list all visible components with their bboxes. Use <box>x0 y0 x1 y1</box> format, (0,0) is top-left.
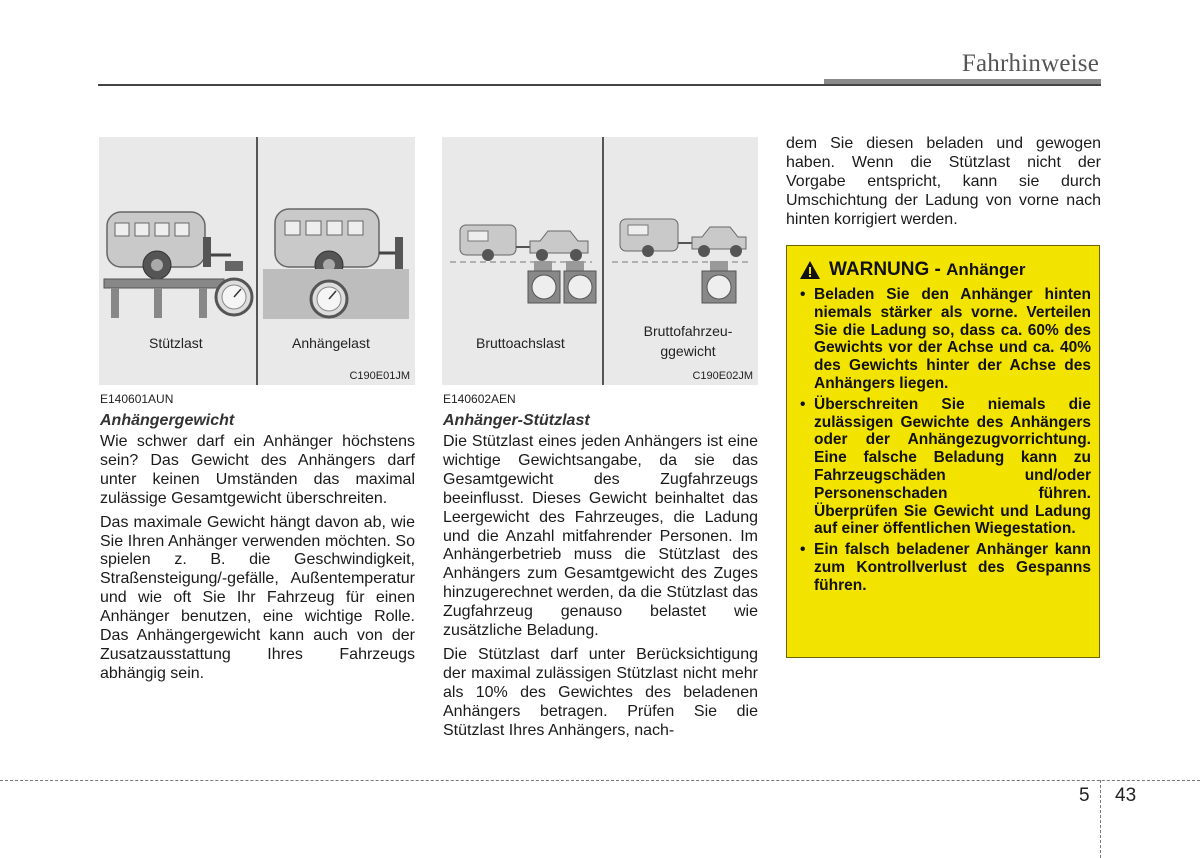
section-body-tongue-load <box>443 433 758 746</box>
warning-item: • Beladen Sie den Anhänger hinten niemals stärker als vorne. Verteilen Sie die Ladung so, dass ca. 60% des Gewichts vor der Achse und ca. 40% des Gewichts hinter der Achse des Anhängers liegen. <box>797 286 1091 393</box>
paragraph: Das maximale Gewicht hängt davon ab, wie Sie Ihren Anhänger verwenden möchten. So spielen z. B. die Geschwindigkeit, Straßensteigung/-gefälle, Außentemperatur und wie oft Sie Ihr Fahrzeug für einen Anhänger benutzen, eine wichtige Rolle. Das Anhängergewicht kann auch von der Zusatzausstattung Ihres Fahrzeugs abhängig sein. <box>100 513 415 682</box>
page-number: 43 <box>1115 785 1137 806</box>
warning-triangle-icon <box>799 260 821 280</box>
scale-gauge-left <box>216 261 252 315</box>
warning-item: • Ein falsch beladener Anhänger kann zum Kontrollverlust des Gespanns führen. <box>797 541 1091 594</box>
warning-box <box>786 245 1100 658</box>
figure-axle-weight <box>442 137 758 385</box>
paragraph: dem Sie diesen beladen und gewogen haben. Wenn die Stützlast nicht der Vorgabe entspricht, kann sie durch Umschichtung der Ladung von vorne nach hinten korrigiert werden. <box>786 135 1101 228</box>
warning-title-main: WARNUNG - <box>829 259 947 280</box>
section-heading-trailer-weight: Anhängergewicht <box>100 412 235 429</box>
warning-title <box>829 259 1026 281</box>
figure-tongue-load <box>99 137 415 385</box>
header-rule <box>98 84 1101 86</box>
car-trailer-right-illustration <box>620 219 746 303</box>
paragraph: Die Stützlast eines jeden Anhängers ist eine wichtige Gewichtsangabe, da sie das Gesamtgewicht des Zugfahrzeugs beeinflusst. Dieses Gewicht beinhaltet das Leergewicht des Fahrzeuges, die Ladung und die Anzahl mitfahrender Personen. Im Anhängerbetrieb muss die Stützlast des Anhängers zum Gesamtgewicht des Zuges hinzugerechnet werden, da die Stützlast das Zugfahrzeug genauso belastet wie zusätzliche Beladung. <box>443 433 758 640</box>
figure-label-gross-axle-weight: Bruttoachslast <box>476 335 565 351</box>
figure-label-gvw-line2: ggewicht <box>660 343 716 359</box>
car-trailer-left-illustration <box>460 225 596 303</box>
figure-label-gvw-line1: Bruttofahrzeu- <box>643 323 733 339</box>
paragraph: Wie schwer darf ein Anhänger höchstens sein? Das Gewicht des Anhängers darf unter keinen Umständen das maximal zulässige Gesamtgewicht überschreiten. <box>100 433 415 507</box>
section-ref-code: E140601AUN <box>100 392 174 406</box>
trailer-left-illustration <box>104 212 231 318</box>
warning-list <box>797 286 1091 598</box>
warning-item: • Überschreiten Sie niemals die zulässigen Gewichte des Anhängers oder der Anhängezugvorrichtung. Eine falsche Beladung kann zu Fahrzeugschäden und/oder Personenschaden führen. Überprüfen Sie Gewicht und Ladung auf einer öffentlichen Wiegestation. <box>797 396 1091 538</box>
figure-label-trailer-load: Anhängelast <box>292 335 370 351</box>
scale-gauge-right <box>311 281 347 317</box>
figure-divider <box>256 137 258 385</box>
figure-label-tongue-load: Stützlast <box>149 335 203 351</box>
chapter-number: 5 <box>1079 785 1090 806</box>
footer-separator <box>1100 780 1101 858</box>
section-heading-tongue-load: Anhänger-Stützlast <box>443 412 590 429</box>
figure-label-gross-vehicle-weight <box>622 323 754 359</box>
section-ref-code: E140602AEN <box>443 392 516 406</box>
section-body-trailer-weight <box>100 433 415 689</box>
page-header-title: Fahrhinweise <box>961 50 1099 77</box>
footer-rule <box>0 780 1200 781</box>
figure-divider <box>602 137 604 385</box>
warning-title-sub: Anhänger <box>946 260 1026 279</box>
figure-code: C190E02JM <box>692 370 753 382</box>
section-body-continued <box>786 135 1101 235</box>
paragraph: Die Stützlast darf unter Berücksichtigung der maximal zulässigen Stützlast nicht mehr als 10% des Gewichtes des beladenen Anhängers betragen. Prüfen Sie die Stützlast Ihres Anhängers, nach- <box>443 645 758 739</box>
figure-code: C190E01JM <box>349 370 410 382</box>
